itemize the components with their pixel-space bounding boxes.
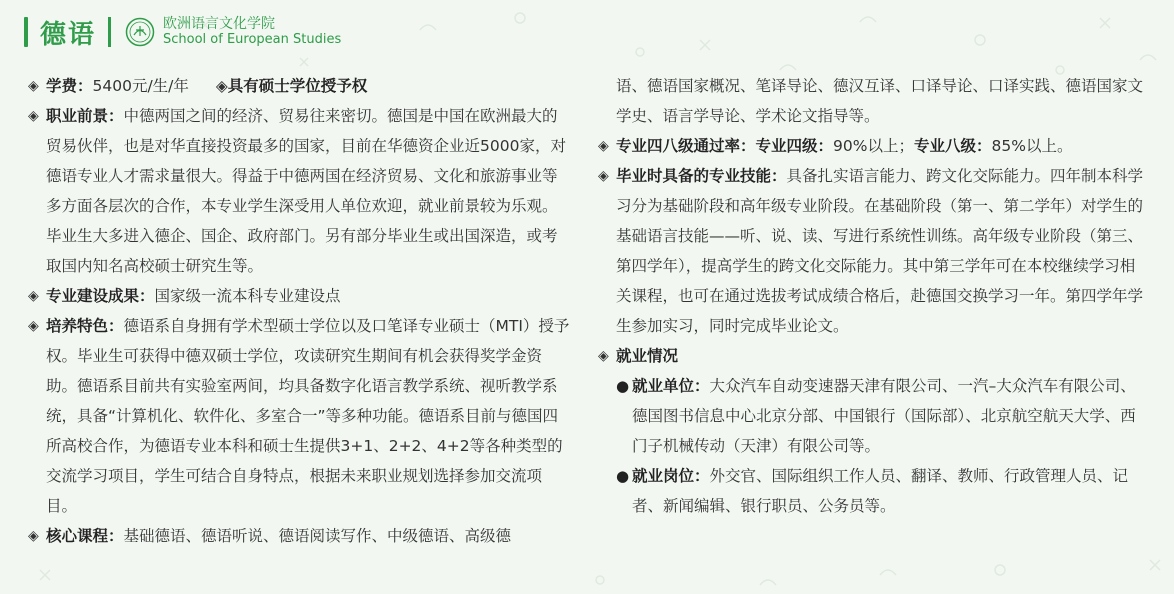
employment-item <box>598 341 1146 371</box>
school-name-cn: 欧洲语言文化学院 <box>163 16 276 32</box>
courses-text: 基础德语、德语听说、德语阅读写作、中级德语、高级德 <box>123 527 512 545</box>
school-logo-icon <box>125 17 155 47</box>
left-column <box>28 71 572 551</box>
tem8-value: 85%以上。 <box>991 137 1073 155</box>
diamond-bullet-icon: ◈ <box>215 77 228 95</box>
skills-label: 毕业时具备的专业技能： <box>616 167 787 185</box>
degree-grant-label: 具有硕士学位授予权 <box>227 77 368 95</box>
school-name-en: School of European Studies <box>163 32 342 47</box>
career-item <box>28 101 572 281</box>
diamond-bullet-icon: ◈ <box>28 528 39 544</box>
tuition-value: 5400元/生/年 <box>92 77 189 95</box>
career-label: 职业前景： <box>46 107 124 125</box>
features-label: 培养特色： <box>46 317 124 335</box>
employment-units-label: 就业单位： <box>632 377 710 395</box>
courses-continued <box>598 71 1146 131</box>
pass-rate-item <box>598 131 1146 161</box>
employment-positions-item <box>598 461 1146 521</box>
achievement-label: 专业建设成果： <box>46 287 155 305</box>
diamond-bullet-icon: ◈ <box>28 288 39 304</box>
tuition-item <box>28 71 572 101</box>
diamond-bullet-icon: ◈ <box>28 318 39 334</box>
courses-label: 核心课程： <box>46 527 124 545</box>
tem4-label: 专业四级： <box>755 137 834 155</box>
skills-text: 具备扎实语言能力、跨文化交际能力。四年制本科学习分为基础阶段和高年级专业阶段。在基础阶段（第一、第二学年）对学生的基础语言技能——听、说、读、写进行系统性训练。高年级专业阶段（第三、第四学年），提高学生的跨文化交际能力。其中第三学年可在本校继续学习相关课程，也可在通过选拔考试成绩合格后，赴德国交换学习一年。第四学年学生参加实习，同时完成毕业论文。 <box>616 167 1144 335</box>
features-item <box>28 311 572 521</box>
diamond-bullet-icon: ◈ <box>598 138 609 154</box>
tuition-label: 学费： <box>46 77 93 95</box>
page-title: 德语 <box>40 19 97 50</box>
title-bar-left <box>24 17 28 47</box>
diamond-bullet-icon: ◈ <box>28 78 39 94</box>
title-bar-right <box>108 17 111 47</box>
page-header <box>24 12 341 52</box>
diamond-bullet-icon: ◈ <box>28 108 39 124</box>
skills-item <box>598 161 1146 341</box>
pass-rate-label: 专业四八级通过率： <box>616 137 756 155</box>
career-text: 中德两国之间的经济、贸易往来密切。德国是中国在欧洲最大的贸易伙伴，也是对华直接投资最多的国家，目前在华德资企业近5000家，对德语专业人才需求量很大。得益于中德两国在经济贸易、文化和旅游事业等多方面各层次的合作，本专业学生深受用人单位欢迎，就业前景较为乐观。毕业生大多进入德企、国企、政府部门。另有部分毕业生或出国深造，或考取国内知名高校硕士研究生等。 <box>46 107 566 275</box>
tem4-value: 90%以上； <box>833 137 914 155</box>
diamond-bullet-icon: ◈ <box>598 348 609 364</box>
employment-units-item <box>598 371 1146 461</box>
dot-bullet-icon: ● <box>616 377 630 395</box>
tem8-label: 专业八级： <box>913 137 992 155</box>
employment-label: 就业情况 <box>616 347 679 365</box>
achievement-text: 国家级一流本科专业建设点 <box>154 287 341 305</box>
school-name <box>163 16 341 48</box>
achievement-item <box>28 281 572 311</box>
features-text: 德语系自身拥有学术型硕士学位以及口笔译专业硕士（MTI）授予权。毕业生可获得中德双硕士学位，攻读研究生期间有机会获得奖学金资助。德语系目前共有实验室两间，均具备数字化语言教学系统、视听教学系统，具备“计算机化、软件化、多室合一”等多种功能。德语系目前与德国四所高校合作，为德语专业本科和硕士生提供3+1、2+2、4+2等各种类型的交流学习项目，学生可结合自身特点，根据未来职业规划选择参加交流项目。 <box>46 317 570 515</box>
dot-bullet-icon: ● <box>616 467 630 485</box>
right-column <box>598 71 1146 521</box>
courses-item <box>28 521 572 551</box>
employment-positions-text: 外交官、国际组织工作人员、翻译、教师、行政管理人员、记者、新闻编辑、银行职员、公务员等。 <box>632 467 1129 515</box>
diamond-bullet-icon: ◈ <box>598 168 609 184</box>
employment-positions-label: 就业岗位： <box>632 467 710 485</box>
courses-text-continued: 语、德语国家概况、笔译导论、德汉互译、口译导论、口译实践、德语国家文学史、语言学导论、学术论文指导等。 <box>616 77 1144 125</box>
employment-units-text: 大众汽车自动变速器天津有限公司、一汽–大众汽车有限公司、德国图书信息中心北京分部、中国银行（国际部）、北京航空航天大学、西门子机械传动（天津）有限公司等。 <box>632 377 1136 455</box>
